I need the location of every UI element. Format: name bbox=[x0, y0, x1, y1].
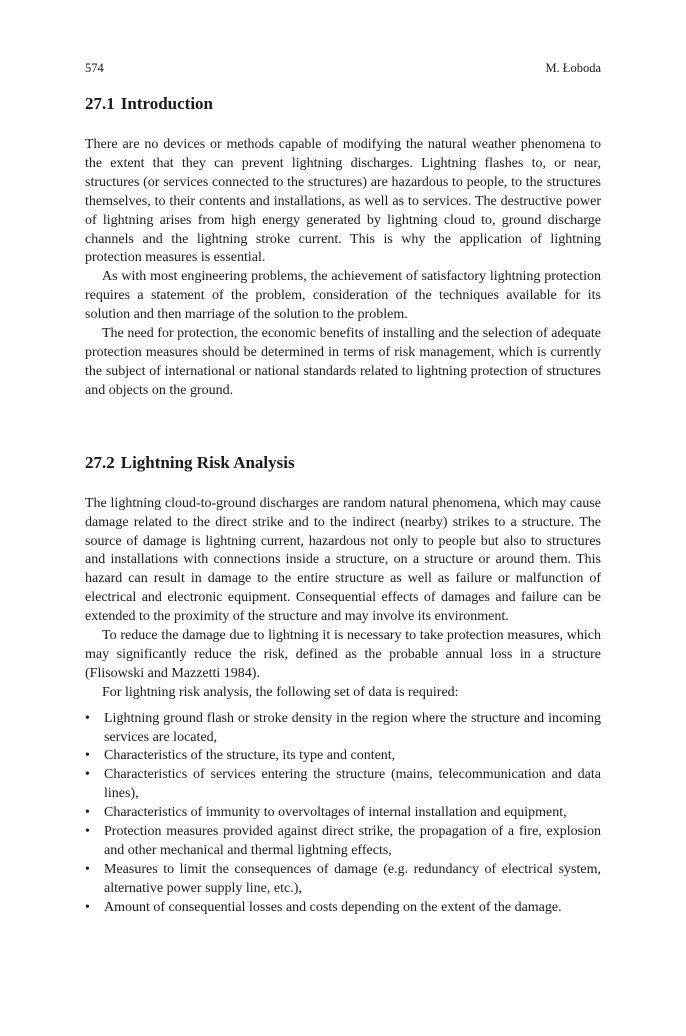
section-number: 27.2 bbox=[85, 452, 115, 472]
list-item bbox=[85, 861, 601, 899]
bullet-icon: • bbox=[85, 861, 90, 877]
list-item bbox=[85, 899, 601, 918]
paragraph: There are no devices or methods capable of modifying the natural weather phenomena to the extent that they can prevent lightning discharges. Lightning flashes to, or near, structures (or services connected to the structures) are hazardous to people, to the structures themselves, to their contents and installations, as well as to services. The destructive power of lightning arises from high energy generated by lightning cloud to, ground discharge channels and the lightning stroke current. This is why the application of lightning protection measures is essential. bbox=[85, 137, 601, 266]
list-item bbox=[85, 823, 601, 861]
paragraph: The lightning cloud-to-ground discharges are random natural phenomena, which may cause damage related to the direct strike and to the indirect (nearby) strikes to a structure. The source of damage is lightning current, hazardous not only to people but also to structures and installations with connections inside a structure, on a structure or around them. This hazard can result in damage to the entire structure as well as failure or malfunction of electrical and electronic equipment. Consequential effects of damages and failure can be extended to the proximity of the structure and may involve its environment. bbox=[85, 495, 601, 625]
list-item bbox=[85, 710, 601, 748]
section-heading-introduction bbox=[85, 92, 601, 116]
bullet-icon: • bbox=[85, 805, 90, 821]
list-item bbox=[85, 747, 601, 766]
list-item-text: Characteristics of services entering the structure (mains, telecommunication and data lines), bbox=[104, 767, 601, 802]
list-item-text: Characteristics of immunity to overvoltages of internal installation and equipment, bbox=[104, 805, 567, 821]
page bbox=[85, 58, 601, 918]
paragraph: The need for protection, the economic benefits of installing and the selection of adequate protection measures should be determined in terms of risk management, which is currently the subject of international or national standards related to lightning protection of structures and objects on the ground. bbox=[85, 326, 601, 398]
list-item-text: Amount of consequential losses and costs depending on the extent of the damage. bbox=[104, 899, 562, 915]
page-number: 574 bbox=[85, 61, 104, 75]
author-name: M. Łoboda bbox=[545, 61, 601, 75]
data-requirements-list bbox=[85, 710, 601, 918]
paragraph: As with most engineering problems, the achievement of satisfactory lightning protection requires a statement of the problem, consideration of the techniques available for its solution and then marriage of the solution to the problem. bbox=[85, 269, 601, 323]
section-heading-risk-analysis bbox=[85, 451, 601, 475]
list-item-text: Characteristics of the structure, its type and content, bbox=[104, 748, 396, 764]
bullet-icon: • bbox=[85, 748, 90, 764]
section-title: Introduction bbox=[120, 94, 214, 113]
section-spacer bbox=[85, 401, 601, 451]
bullet-icon: • bbox=[85, 767, 90, 783]
list-item bbox=[85, 804, 601, 823]
paragraph: To reduce the damage due to lightning it is necessary to take protection measures, which may significantly reduce the risk, defined as the probable annual loss in a structure (Flisowski and Mazzetti 1984). bbox=[85, 628, 601, 681]
bullet-icon: • bbox=[85, 710, 90, 726]
list-item-text: Lightning ground flash or stroke density in the region where the structure and incoming services are located, bbox=[104, 710, 601, 745]
bullet-icon: • bbox=[85, 824, 90, 840]
list-item bbox=[85, 766, 601, 804]
paragraph: For lightning risk analysis, the following set of data is required: bbox=[102, 684, 459, 700]
bullet-icon: • bbox=[85, 899, 90, 915]
list-item-text: Measures to limit the consequences of damage (e.g. redundancy of electrical system, alternative power supply line, etc.), bbox=[104, 861, 601, 896]
running-head bbox=[85, 58, 601, 78]
list-item-text: Protection measures provided against direct strike, the propagation of a fire, explosion and other mechanical and thermal lightning effects, bbox=[104, 824, 601, 858]
section-number: 27.1 bbox=[85, 94, 115, 113]
section-title: Lightning Risk Analysis bbox=[120, 452, 295, 472]
